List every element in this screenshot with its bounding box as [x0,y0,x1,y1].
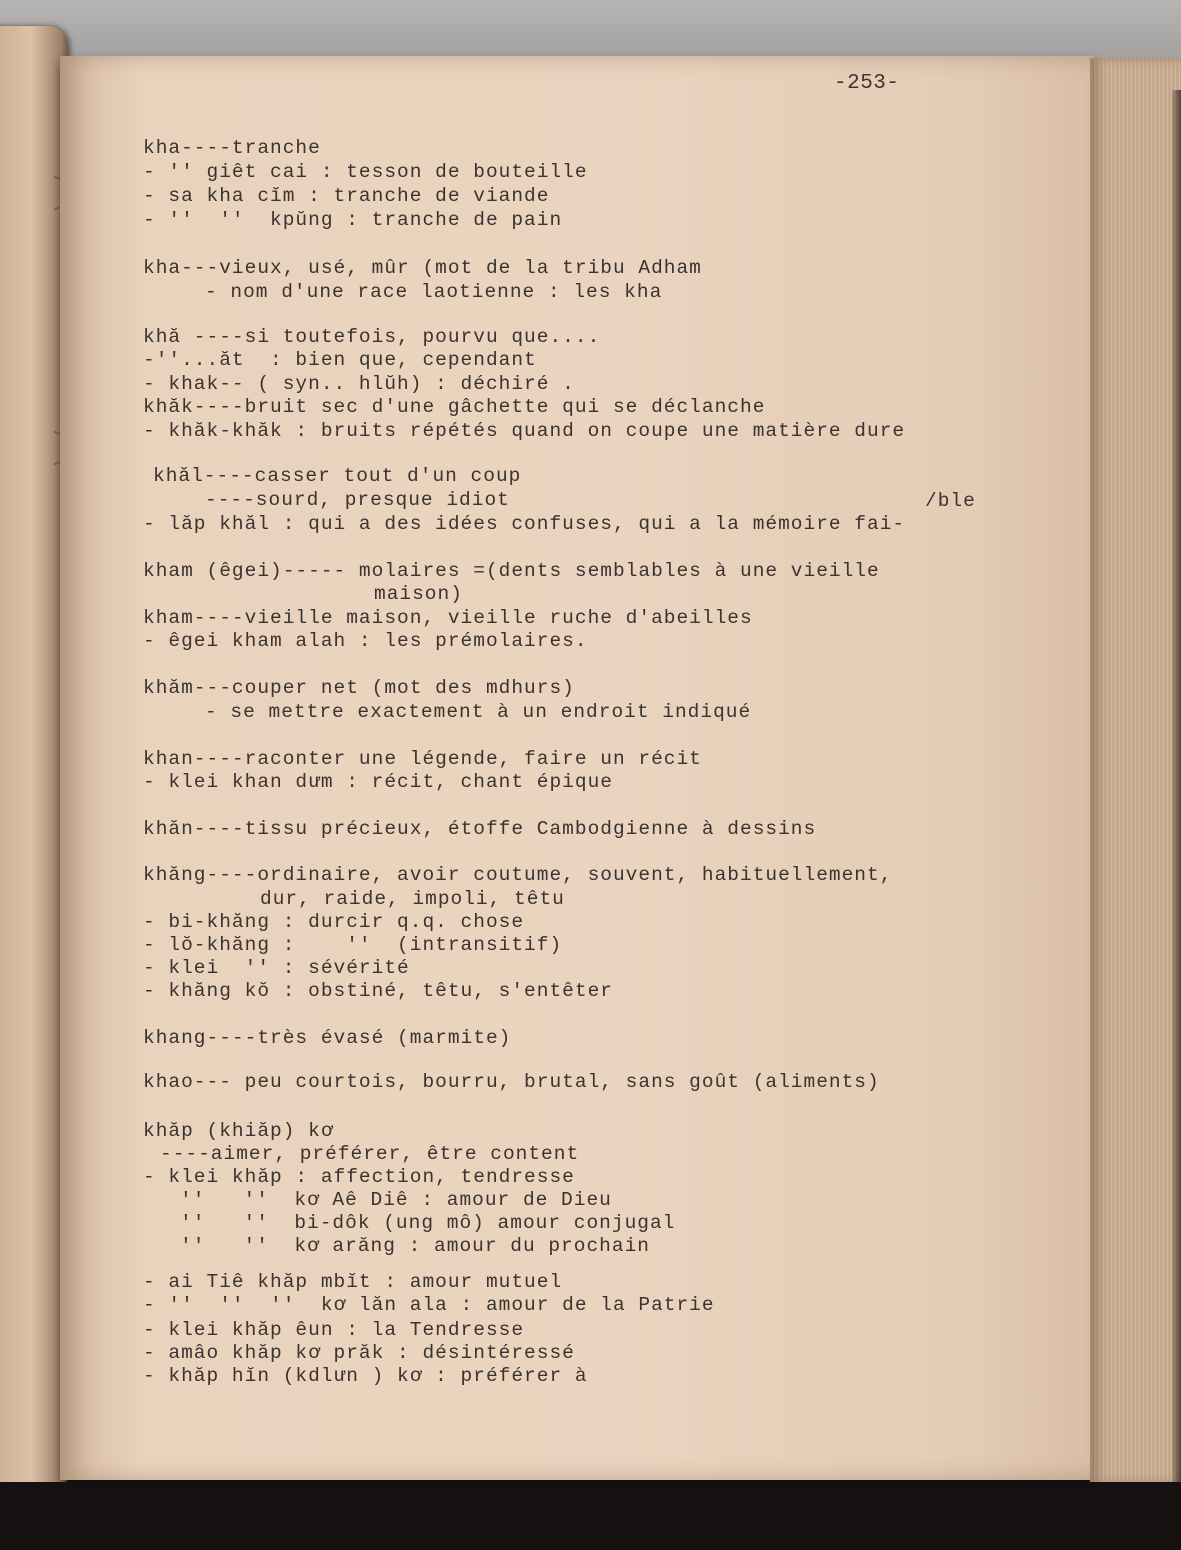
entry-line: - khak-- ( syn.. hlŭh) : déchiré . [143,373,575,395]
entry-line: khă ----si toutefois, pourvu que.... [143,326,601,348]
entry-line: dur, raide, impoli, têtu [260,888,565,910]
left-page-edge [0,26,68,1496]
entry-line: - klei khăp êun : la Tendresse [143,1319,525,1341]
page-stack-edge [1090,58,1181,1483]
entry-line: - klei khan dưm : récit, chant épique [143,771,613,793]
entry-line: khăl----casser tout d'un coup [153,465,522,487]
entry-line: - '' '' kpŭng : tranche de pain [143,209,563,231]
entry-line: - êgei kham alah : les prémolaires. [143,630,588,652]
entry-line: kha----tranche [143,137,321,159]
entry-line: - bi-khăng : durcir q.q. chose [143,911,525,933]
entry-line: - ai Tiê khăp mbĭt : amour mutuel [143,1271,563,1293]
entry-line: - sa kha cĭm : tranche de viande [143,185,550,207]
entry-line: '' '' kơ Aê Diê : amour de Dieu [180,1189,612,1211]
entry-line: - khăp hĭn (kdlưn ) kơ : préférer à [143,1365,588,1387]
entry-line: - '' '' '' kơ lăn ala : amour de la Patrie [143,1294,715,1316]
entry-line: ----aimer, préférer, être content [160,1143,580,1165]
entry-line: kha---vieux, usé, mûr (mot de la tribu Adham [143,257,702,279]
page-stack-shadow [1172,90,1181,1485]
entry-line: '' '' bi-dôk (ung mô) amour conjugal [180,1212,676,1234]
entry-line: '' '' kơ arăng : amour du prochain [180,1235,650,1257]
entry-line: - nom d'une race laotienne : les kha [205,281,663,303]
entry-line: khăp (khiăp) kơ [143,1120,334,1142]
entry-line: kham (êgei)----- molaires =(dents semblables à une vieille [143,560,880,582]
entry-line: khăng----ordinaire, avoir coutume, souvent, habituellement, [143,864,893,886]
entry-line: - lăp khăl : qui a des idées confuses, qui a la mémoire fai- [143,513,906,535]
entry-line: khăm---couper net (mot des mdhurs) [143,677,575,699]
bottom-shadow [0,1482,1181,1550]
entry-line: - klei '' : sévérité [143,957,410,979]
entry-line: kham----vieille maison, vieille ruche d'abeilles [143,607,753,629]
entry-line: - lŏ-khăng : '' (intransitif) [143,934,563,956]
entry-line: khang----très évasé (marmite) [143,1027,512,1049]
entry-line: ----sourd, presque idiot [205,489,510,511]
page-number: -253- [834,72,900,95]
entry-line: - '' giêt cai : tesson de bouteille [143,161,588,183]
entry-line: - khăk-khăk : bruits répétés quand on coupe une matière dure [143,420,906,442]
entry-line: /ble [925,490,976,512]
entry-line: maison) [374,583,463,605]
entry-line: - khăng kŏ : obstiné, têtu, s'entêter [143,980,613,1002]
entry-line: khăk----bruit sec d'une gâchette qui se déclanche [143,396,766,418]
entry-line: - klei khăp : affection, tendresse [143,1166,575,1188]
entry-line: - se mettre exactement à un endroit indiqué [205,701,752,723]
entry-line: khan----raconter une légende, faire un récit [143,748,702,770]
entry-line: khăn----tissu précieux, étoffe Cambodgienne à dessins [143,818,817,840]
entry-line: -''...ăt : bien que, cependant [143,349,537,371]
entry-line: khao--- peu courtois, bourru, brutal, sans goût (aliments) [143,1071,880,1093]
entry-line: - amâo khăp kơ prăk : désintéressé [143,1342,575,1364]
